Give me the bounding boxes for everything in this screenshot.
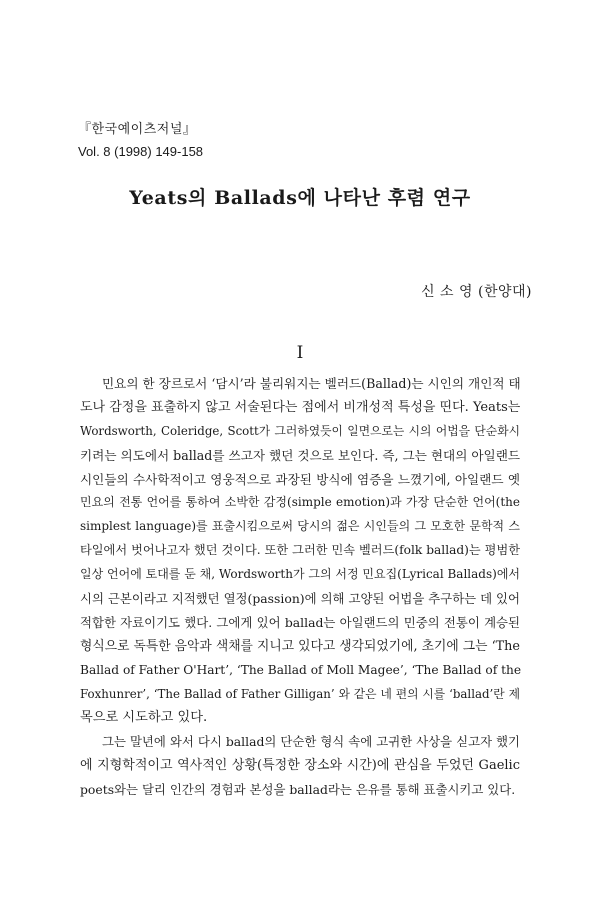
- text-line: Wordsworth, Coleridge, Scott가 그러하였듯이 일면으로는 시의 어법을 단순화시: [80, 423, 520, 438]
- text-line: 키려는 의도에서 ballad를 쓰고자 했던 것으로 보인다. 즉, 그는 현대의 아일랜드: [80, 447, 521, 463]
- text-line: 민요의 전통 언어를 통하여 소박한 감정(simple emotion)과 가장 단순한 언어(the: [80, 495, 520, 510]
- text-line: poets와는 달리 인간의 경험과 본성을 ballad라는 은유를 통해 표출시키고 있다.: [80, 782, 516, 798]
- section-heading: I: [296, 343, 304, 363]
- text-line: 목으로 시도하고 있다.: [80, 710, 208, 726]
- author-byline: 신 소 영 (한양대): [421, 284, 532, 300]
- journal-name: 『한국예이츠저널』: [78, 122, 197, 137]
- body-text: [80, 372, 520, 802]
- text-line: 적합한 자료이기도 했다. 그에게 있어 ballad는 아일랜드의 민중의 전통이 계승된: [80, 614, 520, 630]
- text-line: 형식으로 독특한 음악과 색채를 지니고 있다고 생각되었기에, 초기에 그는 ‘The: [80, 638, 520, 654]
- text-line: Ballad of Father O'Hart’, ‘The Ballad of Moll Magee’, ‘The Ballad of the: [80, 662, 522, 677]
- text-line: 에 지형학적이고 역사적인 상황(특정한 장소와 시간)에 관심을 두었던 Gaelic: [80, 758, 520, 774]
- paragraph-2: [80, 730, 520, 802]
- text-line: simplest language)를 표출시킴으로써 당시의 젊은 시인들의 그 모호한 문학적 스: [80, 519, 520, 534]
- paper-title: Yeats의 Ballads에 나타난 후렴 연구: [129, 187, 471, 209]
- text-line: 그는 말년에 와서 다시 ballad의 단순한 형식 속에 고귀한 사상을 싣고자 했기: [102, 734, 520, 750]
- text-line: 타일에서 벗어나고자 했던 것이다. 또한 그러한 민속 벨러드(folk ballad)는 평범한: [80, 543, 520, 558]
- text-line: 민요의 한 장르로서 ‘담시’라 불리워지는 벨러드(Ballad)는 시인의 개인적 태: [102, 376, 521, 391]
- text-line: Foxhunrer’, ‘The Ballad of Father Gilligan’ 와 같은 네 편의 시를 ‘ballad’란 제: [80, 686, 520, 701]
- text-line: 도나 감정을 표출하지 않고 서술된다는 점에서 비개성적 특성을 띤다. Yeats는: [80, 399, 521, 415]
- paragraph-1: [80, 372, 520, 730]
- text-line: 일상 언어에 토대를 둔 채, Wordsworth가 그의 서정 민요집(Lyrical Ballads)에서: [80, 567, 520, 582]
- text-line: 시의 근본이라고 지적했던 열정(passion)에 의해 고양된 어법을 추구하는 데 있어: [80, 591, 520, 607]
- journal-volume: Vol. 8 (1998) 149-158: [78, 144, 204, 159]
- text-line: 시인들의 수사학적이고 영웅적으로 과장된 방식에 염증을 느꼈기에, 아일랜드 옛: [80, 471, 520, 487]
